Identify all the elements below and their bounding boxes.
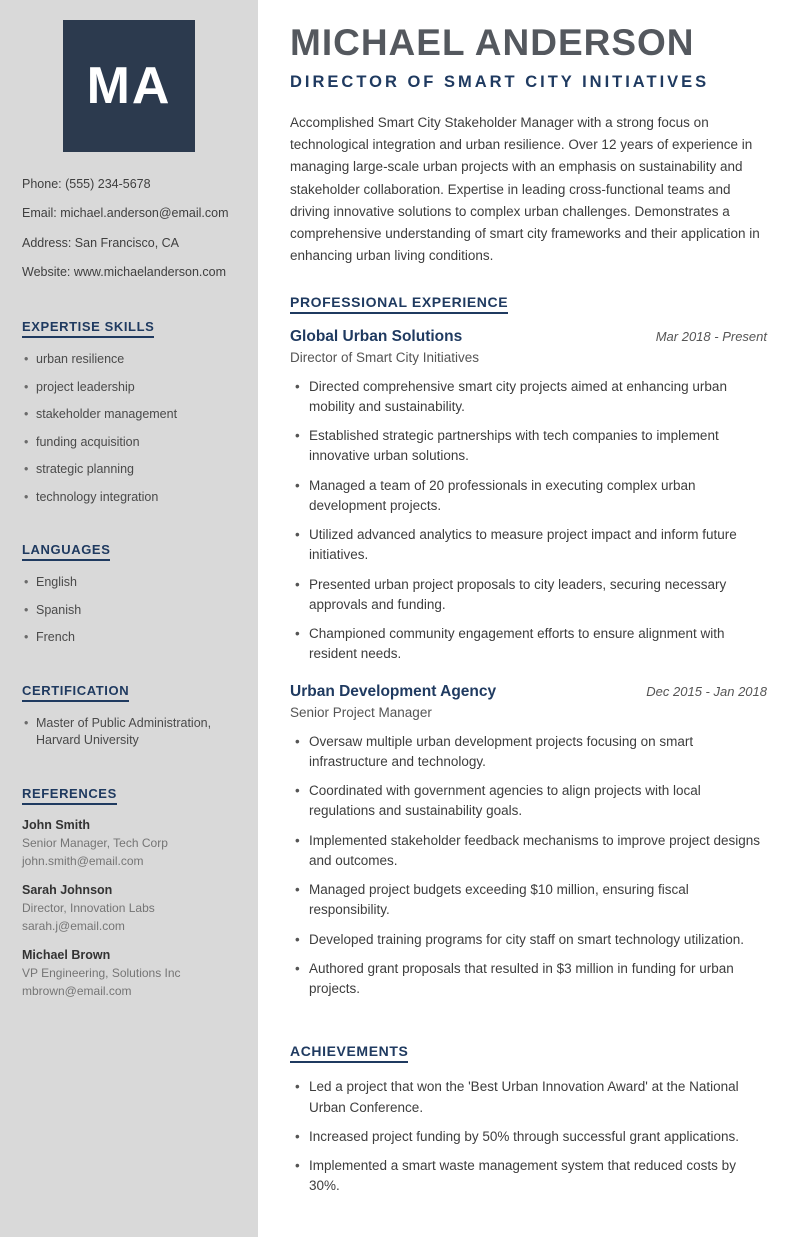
job-bullet: • Oversaw multiple urban development projects focusing on smart infrastructure and technology.	[290, 732, 767, 773]
achievement-bullet: • Implemented a smart waste management system that reduced costs by 30%.	[290, 1156, 767, 1197]
main-content	[258, 0, 800, 1237]
language-item: • French	[22, 629, 236, 647]
contact-address: Address: San Francisco, CA	[22, 235, 180, 250]
job-bullet: • Utilized advanced analytics to measure project impact and inform future initiatives.	[290, 525, 767, 566]
job-dates: Mar 2018 - Present	[655, 328, 767, 344]
languages-heading: LANGUAGES	[22, 542, 110, 561]
job-dates: Dec 2015 - Jan 2018	[646, 683, 767, 699]
person-title: DIRECTOR OF SMART CITY INITIATIVES	[290, 72, 710, 91]
achievements-section	[290, 1017, 767, 1196]
job-header	[290, 328, 767, 346]
job-bullet: • Championed community engagement efforts to ensure alignment with resident needs.	[290, 624, 767, 665]
job-bullet: • Established strategic partnerships with tech companies to implement innovative urban solutions.	[290, 426, 767, 467]
expertise-item: • strategic planning	[22, 461, 236, 479]
contact-phone: Phone: (555) 234-5678	[22, 177, 151, 191]
expertise-item: • stakeholder management	[22, 406, 236, 424]
references-section	[22, 760, 236, 1000]
job-bullet-list	[290, 732, 767, 1000]
references-heading: REFERENCES	[22, 786, 117, 805]
experience-section	[290, 268, 767, 1000]
job-company: Urban Development Agency	[290, 682, 497, 700]
expertise-item: • technology integration	[22, 489, 236, 507]
certification-item: • Master of Public Administration, Harvard University	[22, 715, 236, 750]
person-name: MICHAEL ANDERSON	[290, 22, 695, 63]
reference-role: Director, Innovation Labs	[22, 900, 155, 915]
job-bullet: • Coordinated with government agencies to align projects with local regulations and sustainability goals.	[290, 781, 767, 822]
language-item: • English	[22, 574, 236, 592]
certification-heading: CERTIFICATION	[22, 683, 129, 702]
job-bullet: • Developed training programs for city staff on smart technology utilization.	[290, 930, 767, 950]
achievement-bullet: • Increased project funding by 50% through successful grant applications.	[290, 1127, 767, 1147]
reference-entry	[22, 948, 236, 999]
job-bullet: • Presented urban project proposals to city leaders, securing necessary approvals and funding.	[290, 575, 767, 616]
job-bullet: • Managed project budgets exceeding $10 million, ensuring fiscal responsibility.	[290, 880, 767, 921]
expertise-item: • project leadership	[22, 379, 236, 397]
reference-email: mbrown@email.com	[22, 984, 132, 999]
job-bullet-list	[290, 377, 767, 665]
contact-website: Website: www.michaelanderson.com	[22, 264, 227, 279]
reference-entry	[22, 818, 236, 869]
job-header	[290, 683, 767, 701]
avatar	[63, 20, 195, 152]
reference-entry	[22, 883, 236, 934]
expertise-item: • urban resilience	[22, 351, 236, 369]
job-bullet: • Authored grant proposals that resulted in $3 million in funding for urban projects.	[290, 959, 767, 1000]
language-item: • Spanish	[22, 602, 236, 620]
experience-heading: PROFESSIONAL EXPERIENCE	[290, 294, 508, 314]
certification-section	[22, 657, 236, 750]
job-role: Senior Project Manager	[290, 704, 432, 720]
languages-section	[22, 516, 236, 647]
reference-email: john.smith@email.com	[22, 853, 144, 868]
certification-list	[22, 715, 236, 750]
achievements-heading: ACHIEVEMENTS	[290, 1043, 408, 1063]
reference-name: John Smith	[22, 817, 91, 832]
job-bullet: • Directed comprehensive smart city projects aimed at enhancing urban mobility and sustainability.	[290, 377, 767, 418]
reference-role: Senior Manager, Tech Corp	[22, 835, 168, 850]
sidebar	[0, 0, 258, 1237]
contact-email: Email: michael.anderson@email.com	[22, 206, 229, 221]
reference-name: Sarah Johnson	[22, 882, 113, 897]
avatar-initials: MA	[86, 57, 172, 115]
achievements-list	[290, 1077, 767, 1196]
reference-email: sarah.j@email.com	[22, 919, 125, 934]
job-bullet: • Managed a team of 20 professionals in executing complex urban development projects.	[290, 476, 767, 517]
achievement-bullet: • Led a project that won the 'Best Urban Innovation Award' at the National Urban Conference.	[290, 1077, 767, 1118]
job-entry	[290, 683, 767, 1000]
job-company: Global Urban Solutions	[290, 327, 463, 345]
contact-section	[22, 176, 236, 280]
languages-list	[22, 574, 236, 647]
expertise-section	[22, 293, 236, 506]
expertise-item: • funding acquisition	[22, 434, 236, 452]
job-role: Director of Smart City Initiatives	[290, 349, 480, 365]
expertise-heading: EXPERTISE SKILLS	[22, 319, 154, 338]
job-entry	[290, 328, 767, 665]
job-bullet: • Implemented stakeholder feedback mechanisms to improve project designs and outcomes.	[290, 831, 767, 872]
summary-paragraph: Accomplished Smart City Stakeholder Manager with a strong focus on technological integration and urban resilience. Over 12 years of experience in managing large-scale urban projects with an emphasis on sustainability and stakeholder collaboration. Expertise in leading cross-functional teams and driving innovative solutions to complex urban challenges. Demonstrates a comprehensive understanding of smart city frameworks and their application in enhancing urban living conditions.	[290, 114, 760, 264]
expertise-list	[22, 351, 236, 506]
reference-name: Michael Brown	[22, 948, 111, 963]
reference-role: VP Engineering, Solutions Inc	[22, 966, 181, 981]
